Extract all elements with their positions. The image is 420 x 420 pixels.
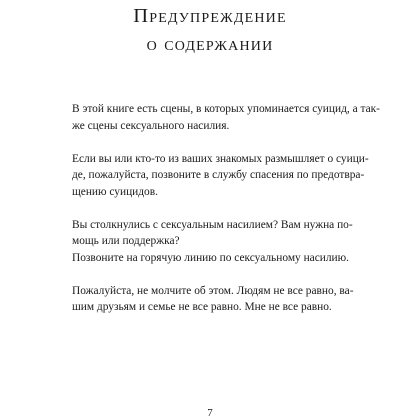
paragraph-suicide-help [72, 151, 369, 201]
text-line: щению суицидов. [72, 185, 158, 198]
title-line-2: о содержании [146, 33, 274, 55]
text-line: Если вы или кто-то из ваших знакомых размышляет о суици- [72, 152, 369, 165]
paragraph-intro [72, 101, 380, 134]
text-line: мощь или поддержка? [72, 235, 180, 247]
text-line: Вы столкнулись с сексуальным насилием? Вам нужна по- [72, 218, 353, 231]
text-line: же сцены сексуального насилия. [72, 119, 230, 132]
text-line: В этой книге есть сцены, в которых упоминается суицид, а так- [72, 103, 380, 115]
text-line: Пожалуйста, не молчите об этом. Людям не все равно, ва- [72, 284, 354, 297]
text-line: де, пожалуйста, позвоните в службу спасения по предотвра- [72, 169, 365, 181]
content-warning-text [72, 101, 380, 316]
page-title [0, 2, 420, 58]
text-line: Позвоните на горячую линию по сексуальному насилию. [72, 251, 350, 264]
text-line: шим друзьям и семье не все равно. Мне не все равно. [72, 301, 332, 313]
page-number: 7 [207, 407, 213, 419]
paragraph-assault-help [72, 217, 353, 267]
title-line-1: Предупреждение [133, 5, 287, 27]
paragraph-closing [72, 283, 354, 316]
